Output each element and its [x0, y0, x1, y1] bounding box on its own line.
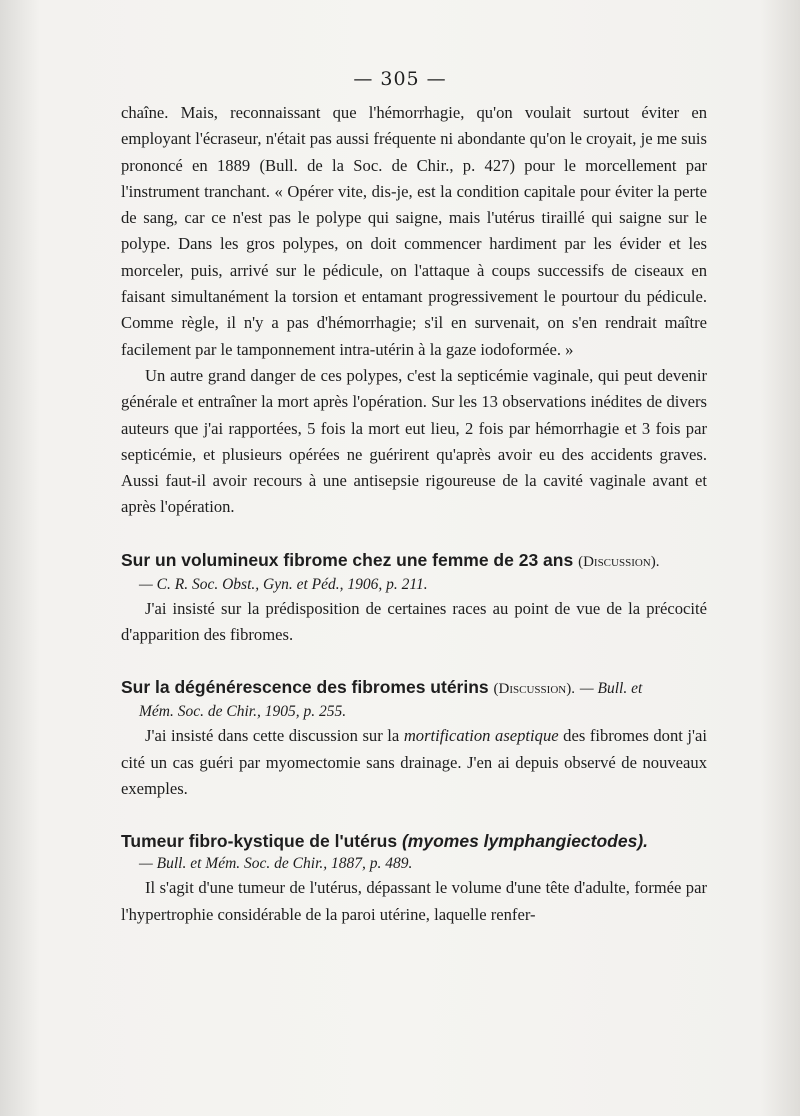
section-title: Sur la dégénérescence des fibromes utérins	[121, 677, 489, 698]
section-title-emphasis: (myomes lymphangiectodes).	[401, 831, 649, 852]
section-reference	[121, 574, 707, 596]
section-title: Tumeur fibro-kystique de l'utérus	[121, 831, 398, 852]
section-tag: (Discussion).	[578, 553, 660, 570]
section-degenerescence-fibromes	[121, 676, 707, 802]
section-fibrome-23-ans	[121, 549, 707, 649]
emphasis-text: mortification aseptique	[403, 726, 559, 746]
reference-inline: — Bull. et	[579, 680, 643, 698]
text-part: J'ai insisté dans cette discussion sur la	[145, 726, 404, 746]
reference-text: — Bull. et Mém. Soc. de Chir., 1887, p. 489.	[139, 855, 413, 873]
second-paragraph: Un autre grand danger de ces polypes, c'est la septicémie vaginale, qui peut devenir générale et entraîner la mort après l'opération. Sur les 13 observations inédites de divers auteurs que j'ai rapportées, 5 fois la mort eut lieu, 2 fois par hémorrhagie et 3 fois par septicémie, et plusieurs opérées ne guérirent qu'après avoir eu des accidents graves. Aussi faut-il avoir recours à une antisepsie rigoureuse de la cavité vaginale avant et après l'opération.	[121, 365, 707, 517]
section-text: J'ai insisté sur la prédisposition de certaines races au point de vue de la précocité d'apparition des fibromes.	[121, 598, 707, 645]
text-part: des fibromes dont j'ai cité un cas guéri par myomectomie sans drainage. J'en ai depuis observé de nouveaux exemples.	[121, 726, 707, 798]
section-heading	[121, 549, 707, 574]
section-reference	[121, 701, 707, 723]
intro-paragraph: chaîne. Mais, reconnaissant que l'hémorrhagie, qu'on voulait surtout éviter en employant l'écraseur, n'était pas aussi fréquente ni abondante qu'on le croyait, je me suis prononcé en 1889 (Bull. de la Soc. de Chir., p. 427) pour le morcellement par l'instrument tranchant. « Opérer vite, dis-je, est la condition capitale pour éviter la perte de sang, car ce n'est pas le polype qui saigne, mais l'utérus tiraillé qui saigne sur le polype. Dans les gros polypes, on doit commencer hardiment par les évider et les morceler, puis, arrivé sur le pédicule, on l'attaque à coups successifs de ciseaux en faisant simultanément la torsion et entamant progressivement le pourtour du pédicule. Comme règle, il n'y a pas d'hémorrhagie; s'il en survenait, on s'en rendrait maître facilement par le tamponnement intra-utérin à la gaze iodoformée. »	[121, 103, 707, 359]
section-title: Sur un volumineux fibrome chez une femme de 23 ans	[121, 549, 574, 570]
section-reference	[121, 853, 707, 875]
section-text	[121, 723, 707, 802]
reference-text: Mém. Soc. de Chir., 1905, p. 255.	[139, 703, 347, 721]
section-heading	[121, 830, 707, 853]
reference-text: — C. R. Soc. Obst., Gyn. et Péd., 1906, p. 211.	[139, 575, 428, 593]
page-number: — 305 —	[353, 68, 447, 90]
body-text	[121, 100, 707, 928]
section-text: Il s'agit d'une tumeur de l'utérus, dépassant le volume d'une tête d'adulte, formée par l'hypertrophie considérable de la paroi utérine, laquelle renfer-	[121, 878, 707, 924]
section-tag: (Discussion).	[493, 681, 575, 698]
section-heading	[121, 676, 707, 701]
section-tumeur-fibro-kystique	[121, 830, 707, 928]
